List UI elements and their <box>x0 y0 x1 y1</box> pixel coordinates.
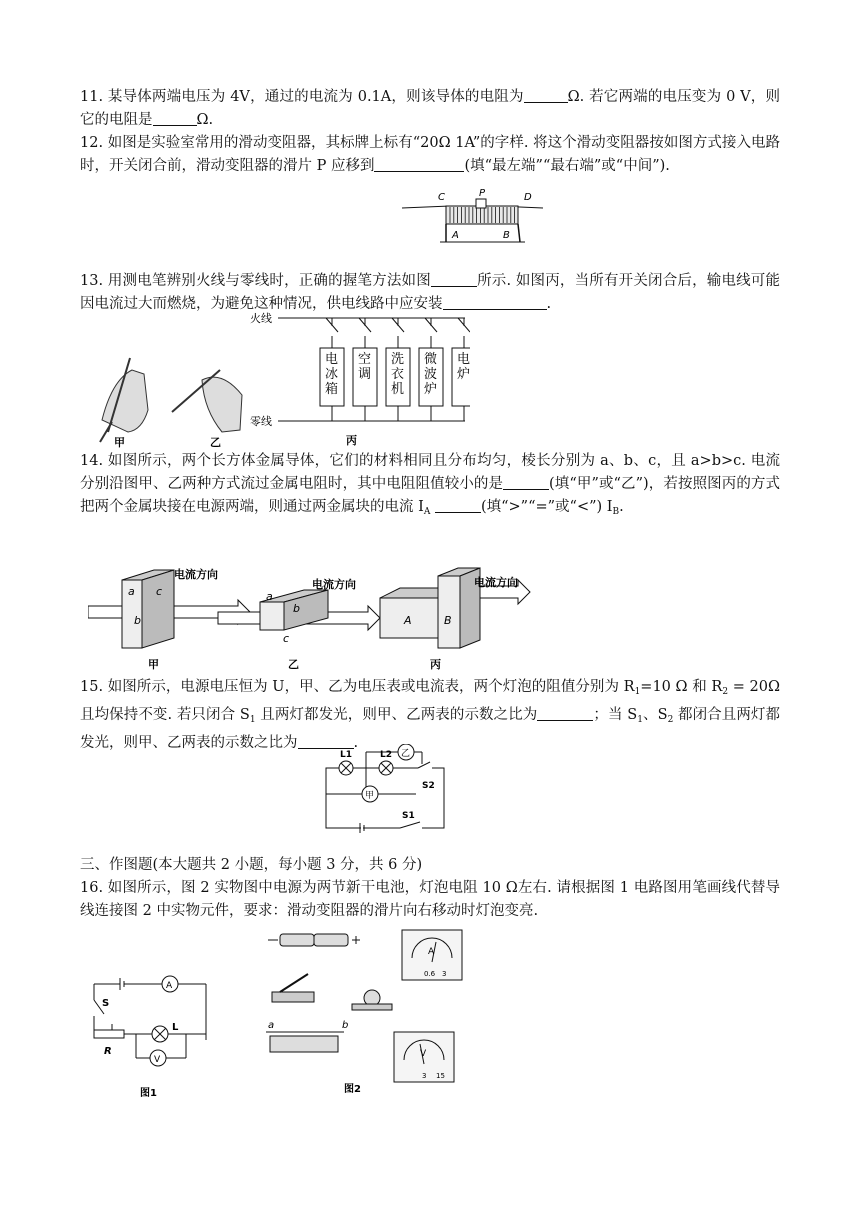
appliance-label: 电 <box>457 352 470 367</box>
q14-text-2: (填“甲”或“乙”)，若按照图丙的方式把两个金属块接在电源两端，则通过两金属块的电流 I <box>80 476 781 515</box>
voltmeter-scale-15: 15 <box>436 1072 445 1080</box>
q15-r1-sub: 1 <box>634 687 641 697</box>
appliance-label: 衣 <box>391 367 405 382</box>
rheostat-figure <box>400 186 545 248</box>
q15-text-2: = 20Ω 且均保持不变. 若只闭合 S <box>80 679 780 723</box>
q15-label-jia: 甲 <box>365 791 375 801</box>
appliance-label: 空 <box>358 352 372 367</box>
test-pen-hands-figure <box>92 340 252 448</box>
voltmeter-symbol: V <box>420 1049 427 1059</box>
q15-text-4: ；当 S <box>593 707 638 723</box>
fig1-switch-label: S <box>102 998 110 1009</box>
bing-block-a: A <box>404 614 412 627</box>
metal-blocks-figure <box>88 562 538 672</box>
q15-label-s2: S2 <box>422 781 435 791</box>
rheostat-label-b: B <box>503 230 510 241</box>
yi-arrow-label: 电流方向 <box>312 578 356 591</box>
appliance-label: 洗 <box>391 352 405 367</box>
appliance-label: 冰 <box>325 367 339 382</box>
section-3-heading: 三、作图题(本大题共 2 小题，每小题 3 分，共 6 分) <box>80 857 423 873</box>
q14-blank-1[interactable] <box>503 473 549 490</box>
q13-text-2: 所示. 如图丙，当所有开关闭合后，输电线可能因电流过大而燃烧，为避免这种情况，供电线路中应安装 <box>80 273 780 312</box>
jia-arrow-label: 电流方向 <box>174 568 218 581</box>
question-12 <box>80 132 780 178</box>
jia-caption: 甲 <box>148 658 159 671</box>
appliance-label: 箱 <box>325 382 339 397</box>
q12-text-2: (填“最左端”“最右端”或“中间”). <box>464 158 670 174</box>
fig2-label-a: a <box>268 1020 275 1031</box>
q15-text-5: 、S <box>642 707 668 723</box>
q15-s1b-sub: 1 <box>637 715 643 725</box>
q14-text-1: 14. 如图所示，两个长方体金属导体，它们的材料相同且分布均匀，棱长分别为 a、b、c，且 a>b>c. 电流分别沿图甲、乙两种方式流过金属电阻时，其中电阻阻值较小的是 <box>80 453 780 492</box>
caption-yi: 乙 <box>210 436 221 448</box>
q11-text-2: Ω. 若它两端的电压变为 0 V，则它的电阻是 <box>80 89 780 128</box>
q15-label-l2: L2 <box>380 750 392 760</box>
fig1-rheostat-label: R <box>104 1046 112 1057</box>
q15-label-yi: 乙 <box>401 749 411 759</box>
yi-edge-c: c <box>283 632 290 645</box>
ammeter-scale-3: 3 <box>442 970 447 978</box>
ammeter-symbol: A <box>428 947 435 957</box>
q13-blank-1[interactable] <box>431 270 477 287</box>
rheostat-label-a: A <box>452 230 459 241</box>
yi-edge-a: a <box>266 590 273 603</box>
fig2-caption: 图2 <box>344 1084 361 1095</box>
q15-s1-sub: 1 <box>249 715 256 725</box>
question-14-block <box>80 450 780 524</box>
q15-r2-sub: 2 <box>722 687 729 697</box>
jia-edge-b: b <box>134 614 141 627</box>
ammeter-scale-06: 0.6 <box>424 970 436 978</box>
q13-text-3: . <box>546 296 552 312</box>
q14-sub-a: A <box>423 507 431 517</box>
q14-text-3: (填“>”“=”或“<”) I <box>480 499 613 515</box>
rheostat-label-d: D <box>524 192 532 203</box>
appliance-label: 炉 <box>424 382 438 397</box>
neutral-wire-label: 零线 <box>250 415 272 428</box>
question-11 <box>80 86 780 132</box>
q11-blank-2[interactable] <box>153 109 197 126</box>
question-16: 16. 如图所示，图 2 实物图中电源为两节新干电池，灯泡电阻 10 Ω左右. 请根据图 1 电路图用笔画线代替导线连接图 2 中实物元件，要求：滑动变阻器的滑片向右移动时灯泡变亮. <box>80 880 780 919</box>
household-circuit-figure <box>250 308 470 448</box>
caption-jia: 甲 <box>114 436 125 448</box>
question-14 <box>80 450 780 524</box>
q12-blank[interactable] <box>374 155 464 172</box>
q11-text-3: Ω. <box>196 112 214 128</box>
q14-blank-2[interactable] <box>435 496 481 513</box>
ammeter-picture <box>400 928 464 982</box>
bing-arrow-label: 电流方向 <box>474 576 518 589</box>
yi-caption: 乙 <box>288 658 299 671</box>
q11-text-1: 11. 某导体两端电压为 4V，通过的电流为 0.1A，则该导体的电阻为 <box>80 89 524 105</box>
jia-edge-a: a <box>128 585 135 598</box>
section-3-block <box>80 854 780 923</box>
appliance-label: 炉 <box>457 367 470 382</box>
bing-caption: 丙 <box>430 658 441 671</box>
appliance-label: 电 <box>325 352 339 367</box>
fig1-lamp-label: L <box>172 1022 179 1033</box>
caption-bing: 丙 <box>346 434 357 447</box>
appliance-label: 机 <box>391 382 405 397</box>
q15-text-6: 都闭合且两灯都发光，则甲、乙两表的示数之比为 <box>80 707 781 751</box>
worksheet-page <box>80 86 780 178</box>
bing-block-b: B <box>444 614 452 627</box>
q15-text-3: 且两灯都发光，则甲、乙两表的示数之比为 <box>255 707 538 723</box>
fig1-circuit-diagram <box>82 970 212 1100</box>
q15-text-1b: =10 Ω 和 R <box>640 679 723 695</box>
fig2-label-b: b <box>342 1020 349 1031</box>
q15-circuit-figure <box>320 744 450 834</box>
q13-text-1: 13. 用测电笔辨别火线与零线时，正确的握笔方法如图 <box>80 273 431 289</box>
q12-text-1: 12. 如图是实验室常用的滑动变阻器，其标牌上标有“20Ω 1A”的字样. 将这个滑动变阻器按如图方式接入电路时，开关闭合前，滑动变阻器的滑片 P 应移到 <box>80 135 780 174</box>
q15-blank-1[interactable] <box>537 704 593 721</box>
jia-edge-c: c <box>156 585 163 598</box>
fig1-ammeter-label: A <box>166 981 173 991</box>
q15-s2-sub: 2 <box>667 715 674 725</box>
q15-text-1: 15. 如图所示，电源电压恒为 U，甲、乙为电压表或电流表，两个灯泡的阻值分别为 R <box>80 679 635 695</box>
appliance-label: 调 <box>358 367 372 382</box>
voltmeter-picture <box>392 1030 456 1084</box>
voltmeter-scale-3: 3 <box>422 1072 427 1080</box>
appliance-label: 波 <box>424 367 438 382</box>
q15-label-l1: L1 <box>340 750 352 760</box>
q14-sub-b: B <box>612 507 620 517</box>
q15-label-s1: S1 <box>402 811 415 821</box>
rheostat-label-c: C <box>438 192 445 203</box>
q14-text-4: . <box>619 499 624 515</box>
q15-text-7: . <box>353 735 359 751</box>
fig1-voltmeter-label: V <box>154 1055 161 1065</box>
rheostat-label-p: P <box>479 188 486 199</box>
q11-blank-1[interactable] <box>524 86 568 103</box>
appliance-label: 微 <box>424 352 438 367</box>
live-wire-label: 火线 <box>250 312 272 325</box>
yi-edge-b: b <box>293 602 300 615</box>
fig1-caption: 图1 <box>140 1088 157 1099</box>
